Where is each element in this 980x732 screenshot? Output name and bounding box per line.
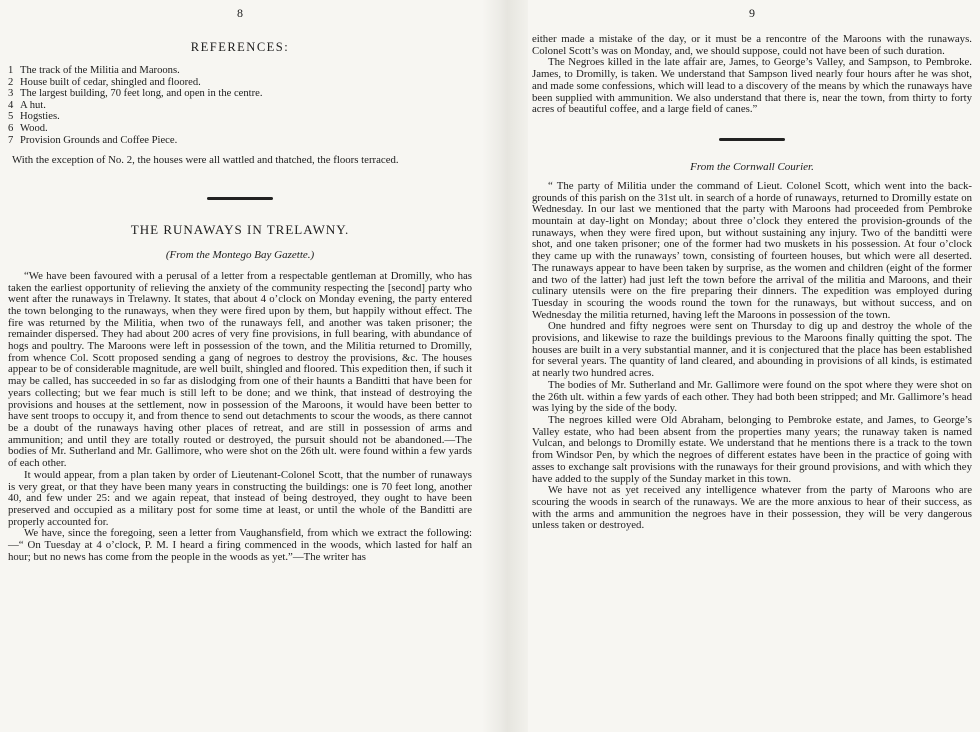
continuation-paragraph: either made a mistake of the day, or it must be a rencontre of the Maroons with the runaways. Colonel Scott’s was on Monday, and, we should suppose, could not have been of such duration.: [532, 33, 972, 57]
reference-item: 3 The largest building, 70 feet long, and open in the centre.: [8, 88, 263, 100]
reference-item: 4 A hut.: [8, 99, 46, 111]
article-title: THE RUNAWAYS IN TRELAWNY.: [130, 221, 350, 237]
reference-item: 5 Hogsties.: [8, 111, 60, 123]
page-number-left: 8: [237, 6, 243, 20]
article-paragraph: “We have been favoured with a perusal of a letter from a respectable gentleman at Dromilly, who has taken the earliest opportunity of relieving the anxiety of the community respecting the [second] party who went after the runaways in Trelawny. It states, that about 4 o’clock on Monday evening, the party entered the town belonging to the runaways, when they were fired upon by them, but happily without effect. The fire was returned by the Militia, when two of the runaways fell, and another was taken prisoner; the remainder dispersed. They had about 200 acres of very fine provisions, in full bearing, with abundance of hogs and poultry. The Maroons were left in possession of the town, and the Militia returned to Dromilly, from whence Col. Scott proposed sending a gang of negroes to destroy the provisions, &c. The houses appear to be of considerable magnitude, are well built, shingled and floored. This expedition then, if such it may be called, has succeeded in so far as dislodging from one of their haunts a Banditti that have been for years collecting; but we fear much is still left to be done; and we think, that instead of destroying the provisions and houses at the settlement, now in possession of the Maroons, it would have been better to have sent troops to occupy it, and from thence to send out detachments to scour the woods, as there cannot be a doubt of the runaways having other places of retreat, and are still in possession of arms and ammunition; and until they are totally routed or destroyed, the pursuit should not be abandoned.—The bodies of Mr. Sutherland and Mr. Gallimore, who were shot on the 26th ult. were found within a few yards of each other.: [8, 269, 472, 470]
reference-item: 2 House built of cedar, shingled and floored.: [8, 76, 201, 88]
reference-item: 6 Wood.: [8, 122, 48, 134]
section-rule: [719, 138, 785, 141]
article-paragraph: It would appear, from a plan taken by order of Lieutenant-Colonel Scott, that the number of runaways is very great, or that they have been many years in constructing the buildings: one is 70 feet long, another 40, and few under 25: and we again repeat, that instead of being destroyed, they ought to have been preserved and occupied as a military post for some time at least, or until the whole of the Banditti are properly accounted for.: [8, 468, 472, 528]
article-paragraph: We have not as yet received any intelligence whatever from the party of Maroons who are scouring the woods in search of the runaways. We are the more anxious to hear of their success, as with the arms and ammunition the negroes have in their possession, they will be very dangerous unless taken or destroyed.: [532, 484, 972, 532]
right-page: [528, 0, 976, 732]
page-number-right: 9: [749, 6, 755, 20]
article-paragraph: We have, since the foregoing, seen a letter from Vaughansfield, from which we extract the following:—“ On Tuesday at 4 o’clock, P. M. I heard a firing commenced in the woods, which lasted for half an hour; but no news has come from the people in the woods as yet.”—The writer has: [8, 527, 472, 563]
article-paragraph: The bodies of Mr. Sutherland and Mr. Gallimore were found on the spot where they were shot on the 26th ult. within a few yards of each other. They had both been stripped; and Mr. Gallimore’s head was lying by the side of the body.: [532, 378, 972, 415]
reference-item: 7 Provision Grounds and Coffee Piece.: [8, 134, 178, 146]
references-list: [8, 65, 472, 146]
reference-item: 1 The track of the Militia and Maroons.: [8, 65, 180, 76]
book-gutter: [482, 0, 528, 732]
negroes-killed-paragraph: The Negroes killed in the late affair are, James, to George’s Valley, and Sampson, to Pembroke. James, to Dromilly, is taken. We understand that Sampson lived nearly four hours after he was shot, and made some confessions, which will lead to a discovery of the means by which the runaways have been supplied with ammunition. We also understand that there is, near the town, from thirty to forty acres of beautiful coffee, and a large field of canes.”: [532, 56, 972, 116]
article-paragraph: The negroes killed were Old Abraham, belonging to Pembroke estate, and James, to George’s Valley estate, who had been absent from the properties many years; the runaway taken is named Vulcan, and belongs to Dromilly estate. We understand that he mentions there is a track to the town from Windsor Pen, by which the negroes of different estates have been in the practice of going with asses to exchange salt provisions with the runaways for their ground provisions, and with which they have added to the supply of the Sunday market in this town.: [532, 413, 972, 485]
section-rule: [207, 197, 273, 200]
exception-note: With the exception of No. 2, the houses were all wattled and thatched, the floors terraced.: [12, 154, 399, 167]
left-page: [0, 0, 482, 732]
article-source: (From the Montego Bay Gazette.): [165, 248, 315, 261]
article-paragraph: One hundred and fifty negroes were sent on Thursday to dig up and destroy the whole of the provisions, and likewise to raze the buildings previous to the Maroons finally quitting the spot. The houses are built in a very substantial manner, and it is conjectured that the place has been established for several years. The quantity of land cleared, and abounding in provisions of all kinds, is estimated at nearly two hundred acres.: [532, 320, 972, 380]
article-paragraph: “ The party of Militia under the command of Lieut. Colonel Scott, which went into the back-grounds of this parish on the 31st ult. in search of a horde of runaways, returned to Dromilly estate on Wednesday. In our last we mentioned that the party with Maroons had proceeded from Pembroke mountain at day-light on Monday; about three o’clock they entered the provision-grounds of the runaways, when they were fired upon, but without sustaining any injury. Two of the banditti were shot, and one taken prisoner; one of the former had two muskets in his possession. At four o’clock they came up with the runaways’ town, consisting of fourteen houses, but which were all deserted. The runaways appear to have been taken by surprise, as the women and children (eight of the former and two of the latter) had just left the town before the arrival of the militia and Maroons, and their culinary utensils were on the fire preparing their dinners. The expedition was employed during Tuesday in scouring the woods round the town for the runaways, but without success, and on Wednesday the militia returned, having left the Maroons in possession of the town.: [532, 179, 972, 321]
cornwall-courier-source: From the Cornwall Courier.: [690, 160, 814, 173]
references-heading: REFERENCES:: [190, 40, 290, 54]
